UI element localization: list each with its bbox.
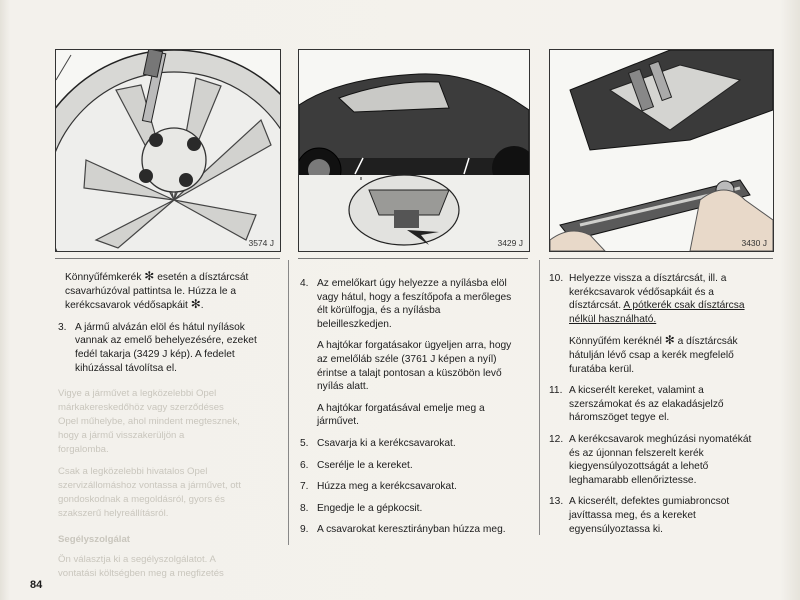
text: Könnyűfémkerék [65,272,142,283]
step-6 [300,459,515,473]
column-middle [300,277,515,545]
step-9 [300,523,515,537]
step-text: A jármű alvázán elöl és hátul nyílások vannak az emelő behelyezésére, ezeket fedél takarja (3429 J kép). A fedelet kihúzással távolítsa el. [75,321,257,374]
step-text: Cserélje le a kereket. [317,459,413,471]
step-8 [300,502,515,516]
step-number: 11. [549,385,563,397]
step-number: 6. [300,459,309,471]
step-text: A kicserélt kereket, valamint a szerszámokat és az elakadásjelző háromszöget tegye el. [569,385,724,424]
step-11 [549,384,764,425]
column-right [549,272,764,544]
step-number: 3. [58,321,67,333]
figure-wheel [55,49,281,252]
paragraph: A hajtókar forgatásakor ügyeljen arra, hogy az emelőláb széle (3761 J képen a nyíl) érintse a talajt pontosan a küszöbön levő nyílás alatt. [317,340,512,393]
star-icon: ✻ [664,333,675,348]
paragraph: A hajtókar forgatásával emelje meg a járművet. [317,402,485,428]
step-5 [300,437,515,451]
step-10 [549,272,764,326]
show-through-text: Vigye a járművet a legközelebbi Opel márkakereskedőhöz vagy szerződéses Opel műhelybe, ahol mindent megtesznek, hogy a jármű visszakerüljön a forgalomba. Csak a legközelebbi hivatalos Opel szervizállomáshoz vontassa a járművet, ott gondoskodnak a megoldásról, gyors és szakszerű helyreállításról. Segélyszolgálat Ön választja ki a segélyszolgálatot. A vontatási költségben meg a megfizetés [58,388,241,579]
underlined-note: A pótkerék csak dísztárcsa nélkül használható. [569,300,745,325]
step-3 [58,321,280,375]
intro-paragraph [58,270,280,313]
divider [549,258,773,259]
step-number: 5. [300,437,309,449]
step-number: 7. [300,481,309,493]
step-text: A kerékcsavarok meghúzási nyomatékát és az újonnan felszerelt kerék kiegyensúlyozottságát a lehető leghamarabb ellenőriztesse. [569,433,752,486]
figure-label: 3429 J [497,238,523,248]
step-13 [549,495,764,536]
paragraph [549,334,764,376]
column-divider [288,260,289,545]
step-number: 10. [549,273,564,284]
step-4 [300,277,515,331]
star-icon: ✻ [144,269,155,283]
step-text: Csavarja ki a kerékcsavarokat. [317,437,456,449]
text: esetén a dísztárcsát csavarhúzóval pattintsa le. Húzza le a kerékcsavarok védősapkáit [65,272,249,312]
step-text: Engedje le a gépkocsit. [317,502,423,514]
step-number: 9. [300,524,309,536]
text: Könnyűfém keréknél [569,336,662,348]
text: a dísztárcsák hátulján lévő csap a kerék megfelelő furatába kerül. [569,336,738,375]
step-text: A kicserélt, defektes gumiabroncsot javíttassa meg, és a kereket egyensúlyoztassa ki. [569,496,730,535]
divider [55,258,280,259]
step-7 [300,480,515,494]
step-number: 8. [300,502,309,514]
figure-label: 3430 J [741,238,767,248]
divider [298,258,528,259]
step-text: Húzza meg a kerékcsavarokat. [317,481,457,493]
text: . [200,300,204,312]
column-divider [539,260,540,535]
figure-label: 3574 J [248,238,274,248]
step-number: 13. [549,496,564,508]
figure-spare-wheel-jack [549,49,774,252]
step-12 [549,433,764,487]
figure-car-jack-point [298,49,530,252]
star-icon: ✻ [190,297,201,312]
step-number: 4. [300,278,309,289]
page-number: 84 [30,579,43,591]
step-text: Az emelőkart úgy helyezze a nyílásba elöl vagy hátul, hogy a feszítőpofa a merőleges élt körülfogja, és a nyílásba beleilleszkedjen. [317,278,512,330]
column-left [58,270,280,383]
step-text: A csavarokat keresztirányban húzza meg. [317,524,506,536]
step-number: 12. [549,433,564,445]
step-text: Helyezze vissza a dísztárcsát, ill. a kerékcsavarok védősapkáit és a dísztárcsát. [569,273,727,312]
